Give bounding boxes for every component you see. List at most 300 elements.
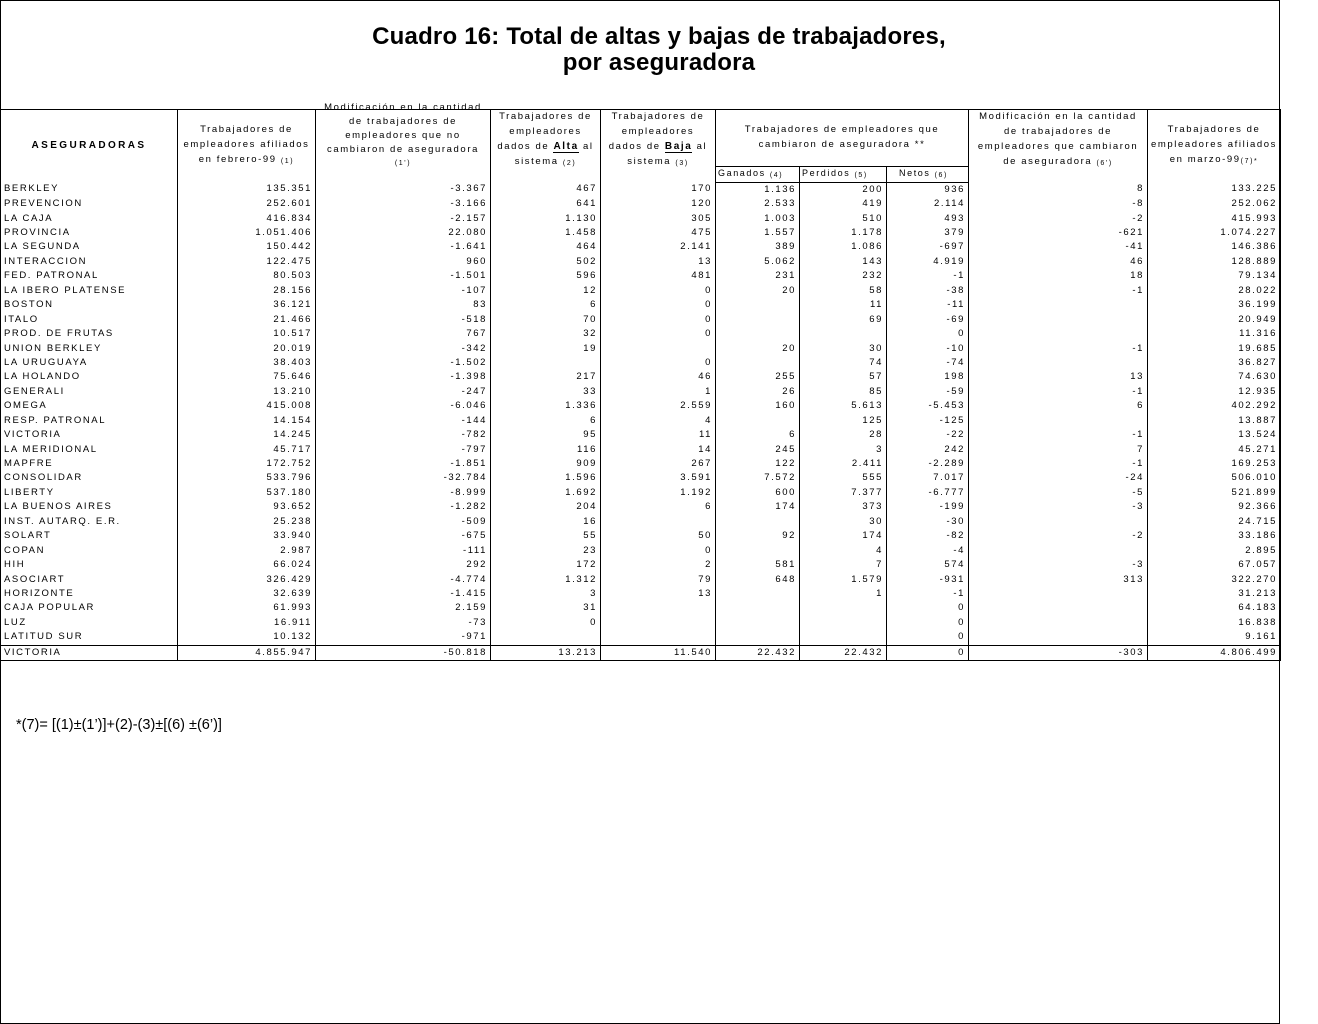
row-cell [800, 327, 887, 341]
row-aseguradora: BERKLEY [1, 182, 178, 197]
table-row [1, 616, 1281, 630]
header-perdidos [800, 166, 887, 182]
row-cell [716, 312, 800, 326]
row-cell: 13.210 [178, 385, 316, 399]
header-netos [887, 166, 969, 182]
row-cell: -6.046 [316, 399, 491, 413]
row-cell: 67.057 [1148, 558, 1281, 572]
row-cell: 31.213 [1148, 587, 1281, 601]
row-cell: 14 [601, 442, 716, 456]
table-row [1, 442, 1281, 456]
header-ganados-ref: (4) [769, 171, 784, 179]
row-cell: -107 [316, 284, 491, 298]
title-line-2: por aseguradora [562, 49, 756, 76]
row-cell: 143 [800, 255, 887, 269]
row-cell: 475 [601, 226, 716, 240]
table-row [1, 587, 1281, 601]
row-cell: -50.818 [316, 645, 491, 660]
table-row [1, 240, 1281, 254]
table-row [1, 226, 1281, 240]
row-cell: 4.806.499 [1148, 645, 1281, 660]
row-cell: -144 [316, 414, 491, 428]
row-cell: 146.386 [1148, 240, 1281, 254]
row-cell: 305 [601, 211, 716, 225]
row-cell: 292 [316, 558, 491, 572]
row-cell: -3 [969, 558, 1148, 572]
row-cell [716, 356, 800, 370]
row-cell: 13 [601, 255, 716, 269]
row-aseguradora: PREVENCION [1, 197, 178, 211]
row-cell: -2 [969, 529, 1148, 543]
row-cell: 122.475 [178, 255, 316, 269]
row-cell: 33.940 [178, 529, 316, 543]
row-cell [800, 616, 887, 630]
header-col-2-line: sistema [514, 156, 559, 167]
header-col-6p [969, 109, 1148, 182]
table-body [1, 182, 1281, 660]
row-aseguradora: LA BUENOS AIRES [1, 500, 178, 514]
row-cell: 252.601 [178, 197, 316, 211]
table-row [1, 558, 1281, 572]
row-cell: 21.466 [178, 312, 316, 326]
row-cell: 79 [601, 572, 716, 586]
row-cell: 14.245 [178, 428, 316, 442]
row-cell: -1 [887, 269, 969, 283]
row-cell: -675 [316, 529, 491, 543]
row-cell: -1.282 [316, 500, 491, 514]
header-ganados [716, 166, 800, 182]
row-cell [716, 298, 800, 312]
header-col-1-line: Trabajadores de [200, 124, 293, 135]
row-cell: 30 [800, 341, 887, 355]
row-cell: 200 [800, 182, 887, 197]
table-total-row [1, 645, 1281, 660]
row-cell: 7 [969, 442, 1148, 456]
row-cell: -3 [969, 500, 1148, 514]
row-cell: 13.213 [491, 645, 601, 660]
row-cell: 0 [601, 312, 716, 326]
row-aseguradora: INTERACCION [1, 255, 178, 269]
row-cell [601, 601, 716, 615]
header-perdidos-ref: (5) [854, 171, 868, 179]
row-cell: -5 [969, 486, 1148, 500]
row-cell: -1.502 [316, 356, 491, 370]
header-col-7-line: en marzo-99 [1169, 154, 1241, 165]
row-cell: -1 [969, 428, 1148, 442]
row-cell: 415.008 [178, 399, 316, 413]
row-cell: 3 [491, 587, 601, 601]
row-cell: 7.017 [887, 471, 969, 485]
row-cell: 0 [887, 601, 969, 615]
header-group-line: cambiaron de aseguradora ** [758, 139, 926, 151]
row-cell [601, 630, 716, 645]
table-row [1, 486, 1281, 500]
row-cell: 909 [491, 457, 601, 471]
row-cell: 33 [491, 385, 601, 399]
row-cell: 1.192 [601, 486, 716, 500]
header-col-1p-line: cambiaron de aseguradora [327, 144, 479, 155]
header-group-line: Trabajadores de empleadores que [744, 124, 940, 136]
row-cell: -74 [887, 356, 969, 370]
row-cell: 1 [800, 587, 887, 601]
row-cell: 419 [800, 197, 887, 211]
row-cell: 1.312 [491, 572, 601, 586]
row-cell [716, 327, 800, 341]
header-col-6p-line: de aseguradora [1003, 156, 1093, 167]
row-cell: 13.524 [1148, 428, 1281, 442]
row-cell: 172.752 [178, 457, 316, 471]
row-cell: 14.154 [178, 414, 316, 428]
row-cell: 8 [969, 182, 1148, 197]
row-aseguradora: MAPFRE [1, 457, 178, 471]
row-cell: 20 [716, 341, 800, 355]
row-cell: -41 [969, 240, 1148, 254]
row-cell: 58 [800, 284, 887, 298]
header-col-2-ref: (2) [562, 160, 577, 167]
row-cell: 169.253 [1148, 457, 1281, 471]
row-cell: 416.834 [178, 211, 316, 225]
row-aseguradora: LA SEGUNDA [1, 240, 178, 254]
row-cell: -1.415 [316, 587, 491, 601]
header-col-2-line: dados de [497, 141, 550, 152]
row-cell: 125 [800, 414, 887, 428]
row-cell: 22.432 [800, 645, 887, 660]
table-row [1, 399, 1281, 413]
row-cell: -2.157 [316, 211, 491, 225]
row-cell: 0 [601, 327, 716, 341]
row-cell: -303 [969, 645, 1148, 660]
row-cell: -32.784 [316, 471, 491, 485]
row-cell: -30 [887, 515, 969, 529]
row-aseguradora: SOLART [1, 529, 178, 543]
row-cell [969, 616, 1148, 630]
row-cell: -8.999 [316, 486, 491, 500]
row-cell: 74 [800, 356, 887, 370]
row-cell: 20.019 [178, 341, 316, 355]
row-cell: 960 [316, 255, 491, 269]
row-aseguradora: UNION BERKLEY [1, 341, 178, 355]
row-cell: 20 [716, 284, 800, 298]
row-cell: -2 [969, 211, 1148, 225]
table-row [1, 414, 1281, 428]
row-cell: -4.774 [316, 572, 491, 586]
row-cell [716, 630, 800, 645]
row-cell: 174 [716, 500, 800, 514]
table-row [1, 197, 1281, 211]
row-cell: 22.432 [716, 645, 800, 660]
row-cell: 31 [491, 601, 601, 615]
row-cell: 493 [887, 211, 969, 225]
row-aseguradora: HORIZONTE [1, 587, 178, 601]
header-col-7 [1148, 109, 1281, 182]
row-cell [716, 414, 800, 428]
row-cell: 506.010 [1148, 471, 1281, 485]
row-cell: 69 [800, 312, 887, 326]
row-cell: 16.838 [1148, 616, 1281, 630]
row-cell: -3.367 [316, 182, 491, 197]
row-cell: -11 [887, 298, 969, 312]
row-cell: 45.717 [178, 442, 316, 456]
row-cell [601, 515, 716, 529]
row-cell: 581 [716, 558, 800, 572]
row-cell: 174 [800, 529, 887, 543]
row-cell: 11.540 [601, 645, 716, 660]
row-aseguradora: PROD. DE FRUTAS [1, 327, 178, 341]
row-cell: -621 [969, 226, 1148, 240]
row-cell: 55 [491, 529, 601, 543]
row-cell: 150.442 [178, 240, 316, 254]
row-cell: 57 [800, 370, 887, 384]
header-col-1-line: en febrero-99 [198, 154, 277, 165]
table-row [1, 457, 1281, 471]
table-row [1, 298, 1281, 312]
row-cell: 1.557 [716, 226, 800, 240]
row-cell: 92.366 [1148, 500, 1281, 514]
row-cell: 2.114 [887, 197, 969, 211]
row-cell: -82 [887, 529, 969, 543]
row-cell: 13 [969, 370, 1148, 384]
row-cell [601, 616, 716, 630]
header-col-7-line: empleadores afiliados [1151, 139, 1278, 150]
row-cell: 2.559 [601, 399, 716, 413]
header-group-cambiaron [716, 109, 969, 166]
row-aseguradora: LIBERTY [1, 486, 178, 500]
row-cell: 641 [491, 197, 601, 211]
row-cell: 16.911 [178, 616, 316, 630]
row-cell: -3.166 [316, 197, 491, 211]
row-cell [969, 356, 1148, 370]
row-cell: 85 [800, 385, 887, 399]
row-cell: -1.641 [316, 240, 491, 254]
row-cell [969, 298, 1148, 312]
row-cell: 170 [601, 182, 716, 197]
row-cell: -697 [887, 240, 969, 254]
row-aseguradora: OMEGA [1, 399, 178, 413]
row-cell [491, 356, 601, 370]
row-cell: 415.993 [1148, 211, 1281, 225]
table-row [1, 211, 1281, 225]
row-cell: 12.935 [1148, 385, 1281, 399]
row-aseguradora: CAJA POPULAR [1, 601, 178, 615]
row-cell: 1.336 [491, 399, 601, 413]
row-cell: 313 [969, 572, 1148, 586]
row-cell: 30 [800, 515, 887, 529]
header-col-3-line: Trabajadores de [611, 111, 705, 122]
table-row [1, 630, 1281, 645]
row-cell: -1.851 [316, 457, 491, 471]
header-perdidos-label: Perdidos [802, 167, 851, 178]
row-cell: 204 [491, 500, 601, 514]
row-cell: -1 [969, 457, 1148, 471]
row-cell: 38.403 [178, 356, 316, 370]
row-cell [969, 327, 1148, 341]
row-aseguradora: LA MERIDIONAL [1, 442, 178, 456]
row-cell: 36.121 [178, 298, 316, 312]
row-cell: 46 [969, 255, 1148, 269]
row-cell: 0 [887, 630, 969, 645]
header-col-1p-line: Modificación en la cantidad [324, 102, 482, 113]
row-cell: -797 [316, 442, 491, 456]
header-col-6p-ref: (6') [1096, 160, 1113, 167]
table-row [1, 529, 1281, 543]
row-cell: -931 [887, 572, 969, 586]
header-col-1p-line: de trabajadores de [348, 116, 458, 127]
row-cell [969, 601, 1148, 615]
row-cell: 4 [601, 414, 716, 428]
row-cell: 0 [887, 327, 969, 341]
table-row [1, 471, 1281, 485]
title-line-1: Cuadro 16: Total de altas y bajas de trabajadores, [372, 23, 946, 50]
header-col-2-line: Trabajadores de [499, 111, 592, 122]
row-cell: 28.156 [178, 284, 316, 298]
header-col-3-ref: (3) [675, 160, 689, 167]
row-cell: 4.855.947 [178, 645, 316, 660]
row-cell: -38 [887, 284, 969, 298]
table-row [1, 370, 1281, 384]
table-row [1, 182, 1281, 197]
table-row [1, 284, 1281, 298]
header-col-7-line: Trabajadores de [1167, 124, 1261, 135]
row-cell: 379 [887, 226, 969, 240]
row-cell: -199 [887, 500, 969, 514]
table-row [1, 543, 1281, 557]
row-cell: 537.180 [178, 486, 316, 500]
row-cell: 467 [491, 182, 601, 197]
row-cell: 502 [491, 255, 601, 269]
row-cell: 6 [716, 428, 800, 442]
row-cell: 66.024 [178, 558, 316, 572]
row-cell: 0 [601, 543, 716, 557]
header-aseguradoras: ASEGURADORAS [1, 109, 178, 182]
header-col-2 [491, 109, 601, 182]
row-cell: 0 [601, 298, 716, 312]
table-row [1, 255, 1281, 269]
row-cell: -5.453 [887, 399, 969, 413]
row-cell: 481 [601, 269, 716, 283]
table-row [1, 601, 1281, 615]
row-cell: 50 [601, 529, 716, 543]
row-cell: -509 [316, 515, 491, 529]
row-cell: 19 [491, 341, 601, 355]
header-ganados-label: Ganados [718, 167, 766, 178]
row-cell: 160 [716, 399, 800, 413]
row-cell: -518 [316, 312, 491, 326]
row-cell: 116 [491, 442, 601, 456]
row-cell: 936 [887, 182, 969, 197]
row-cell: 1.579 [800, 572, 887, 586]
row-cell: 1.458 [491, 226, 601, 240]
row-cell: 70 [491, 312, 601, 326]
row-cell [969, 312, 1148, 326]
row-cell: 45.271 [1148, 442, 1281, 456]
row-cell: 2 [601, 558, 716, 572]
row-cell: 128.889 [1148, 255, 1281, 269]
table-row [1, 572, 1281, 586]
row-cell: 389 [716, 240, 800, 254]
table-row [1, 356, 1281, 370]
header-col-6p-line: de trabajadores de [1004, 126, 1113, 137]
row-cell: 217 [491, 370, 601, 384]
row-cell: 574 [887, 558, 969, 572]
row-cell: 326.429 [178, 572, 316, 586]
row-cell: 2.159 [316, 601, 491, 615]
row-cell: 11.316 [1148, 327, 1281, 341]
row-cell: 6 [601, 500, 716, 514]
row-cell: 10.517 [178, 327, 316, 341]
table-row [1, 515, 1281, 529]
row-cell: -59 [887, 385, 969, 399]
row-aseguradora: FED. PATRONAL [1, 269, 178, 283]
row-aseguradora: LA HOLANDO [1, 370, 178, 384]
row-cell [969, 543, 1148, 557]
row-cell: 23 [491, 543, 601, 557]
row-aseguradora: INST. AUTARQ. E.R. [1, 515, 178, 529]
row-cell: -125 [887, 414, 969, 428]
row-cell: 172 [491, 558, 601, 572]
row-aseguradora: VICTORIA [1, 428, 178, 442]
row-cell: 16 [491, 515, 601, 529]
row-cell: 7.572 [716, 471, 800, 485]
table-row [1, 312, 1281, 326]
row-cell: 232 [800, 269, 887, 283]
row-cell: 6 [491, 298, 601, 312]
header-col-3-line: al [696, 141, 708, 152]
row-cell: 5.062 [716, 255, 800, 269]
header-col-1p-ref: (1') [394, 160, 412, 167]
row-cell [601, 341, 716, 355]
row-cell [969, 414, 1148, 428]
row-cell: 74.630 [1148, 370, 1281, 384]
row-cell: -4 [887, 543, 969, 557]
row-cell: 555 [800, 471, 887, 485]
row-cell [716, 515, 800, 529]
row-cell: 11 [800, 298, 887, 312]
row-cell: 95 [491, 428, 601, 442]
row-aseguradora: ASOCIART [1, 572, 178, 586]
row-cell: 521.899 [1148, 486, 1281, 500]
row-cell: 245 [716, 442, 800, 456]
row-cell: -111 [316, 543, 491, 557]
row-cell: 61.993 [178, 601, 316, 615]
row-aseguradora: ITALO [1, 312, 178, 326]
row-cell: 373 [800, 500, 887, 514]
header-col-1p-line: empleadores que no [345, 130, 461, 141]
row-cell [716, 587, 800, 601]
row-cell [969, 515, 1148, 529]
table-row [1, 428, 1281, 442]
header-col-6p-line: Modificación en la cantidad [979, 111, 1137, 122]
row-cell [491, 630, 601, 645]
row-aseguradora: VICTORIA [1, 645, 178, 660]
row-cell: 0 [601, 284, 716, 298]
row-cell: -342 [316, 341, 491, 355]
row-cell: 19.685 [1148, 341, 1281, 355]
row-aseguradora: HIH [1, 558, 178, 572]
row-cell: -1 [887, 587, 969, 601]
row-aseguradora: RESP. PATRONAL [1, 414, 178, 428]
row-cell: 20.949 [1148, 312, 1281, 326]
row-aseguradora: PROVINCIA [1, 226, 178, 240]
row-cell: 6 [491, 414, 601, 428]
row-cell: 32.639 [178, 587, 316, 601]
row-cell: 1.596 [491, 471, 601, 485]
row-cell [716, 543, 800, 557]
row-cell: 255 [716, 370, 800, 384]
header-col-3 [601, 109, 716, 182]
row-cell: 46 [601, 370, 716, 384]
row-cell: 2.987 [178, 543, 316, 557]
row-cell: 4 [800, 543, 887, 557]
